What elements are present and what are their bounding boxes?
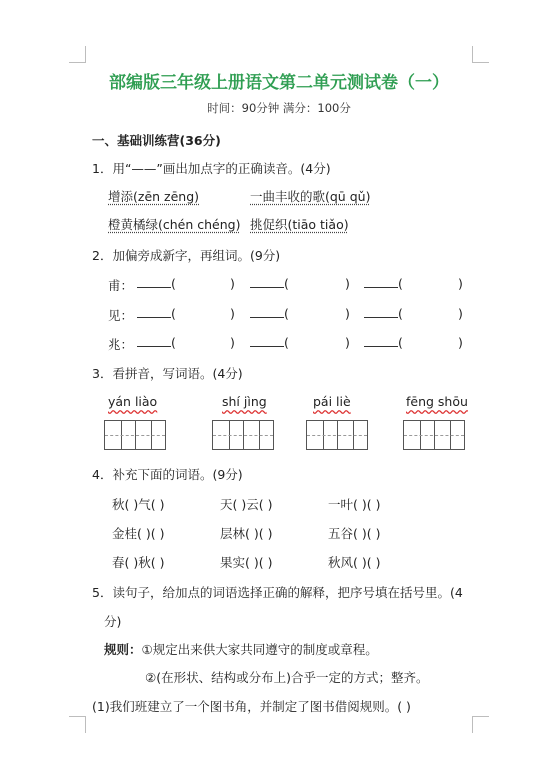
idiom-blank: 天( )云( ) [220, 497, 273, 512]
pinyin-label: yán liào [108, 394, 158, 409]
paren-close: ) [230, 335, 235, 350]
idiom-blank: 五谷( )( ) [328, 526, 381, 541]
crop-mark-bottom-left [69, 716, 86, 733]
answer-group: ( [137, 276, 176, 291]
question-1-item-4: 挑促织(tiāo tiǎo) [250, 217, 349, 232]
pinyin-label: shí jìng [222, 394, 267, 409]
paren-close: ) [230, 306, 235, 321]
answer-group: ( [137, 306, 176, 321]
row-label: 甫： [108, 278, 134, 293]
idiom-blank: 一叶( )( ) [328, 497, 381, 512]
question-2-row [108, 306, 133, 324]
answer-blank[interactable] [137, 306, 171, 318]
question-4-stem: 4．补充下面的词语。(9分) [92, 467, 243, 482]
paren-close: ) [345, 335, 350, 350]
paren-close: ) [458, 276, 463, 291]
idiom-blank: 秋风( )( ) [328, 555, 381, 570]
question-2-row [108, 335, 133, 353]
answer-group: ( [364, 306, 403, 321]
answer-blank[interactable] [250, 335, 284, 347]
question-5-stem-cont: 分) [104, 614, 122, 629]
writing-grid[interactable] [104, 420, 166, 450]
writing-grid[interactable] [306, 420, 368, 450]
paren-close: ) [458, 306, 463, 321]
question-5-stem: 5．读句子，给加点的词语选择正确的解释，把序号填在括号里。(4 [92, 585, 463, 600]
question-3-stem: 3．看拼音，写词语。(4分) [92, 366, 243, 381]
answer-blank[interactable] [137, 276, 171, 288]
idiom-blank: 秋( )气( ) [112, 497, 165, 512]
answer-blank[interactable] [364, 335, 398, 347]
answer-group: ( [364, 335, 403, 350]
answer-blank[interactable] [364, 276, 398, 288]
crop-mark-bottom-right [472, 716, 489, 733]
idiom-blank: 金桂( )( ) [112, 526, 165, 541]
answer-group: ( [250, 306, 289, 321]
paren-close: ) [458, 335, 463, 350]
question-5-sentence-1: (1)我们班建立了一个图书角，并制定了图书借阅规则。( ) [92, 699, 411, 714]
question-1-item-3: 橙黄橘绿(chén chéng) [108, 217, 241, 232]
pinyin-label: fēng shōu [406, 394, 468, 409]
paren-close: ) [345, 276, 350, 291]
question-2-stem: 2．加偏旁成新字，再组词。(9分) [92, 248, 281, 263]
answer-blank[interactable] [250, 306, 284, 318]
idiom-blank: 春( )秋( ) [112, 555, 165, 570]
writing-grid[interactable] [403, 420, 465, 450]
rule-definition-1: 规则：①规定出来供大家共同遵守的制度或章程。 [104, 642, 378, 657]
paren-close: ) [230, 276, 235, 291]
idiom-blank: 层林( )( ) [220, 526, 273, 541]
crop-mark-top-right [472, 46, 489, 63]
page-title: 部编版三年级上册语文第二单元测试卷（一） [109, 73, 449, 93]
idiom-blank: 果实( )( ) [220, 555, 273, 570]
answer-group: ( [137, 335, 176, 350]
answer-group: ( [250, 276, 289, 291]
question-1-item-2: 一曲丰收的歌(qū qǔ) [250, 189, 371, 204]
question-1-stem: 1．用“——”画出加点字的正确读音。(4分) [92, 161, 331, 176]
answer-group: ( [250, 335, 289, 350]
answer-blank[interactable] [137, 335, 171, 347]
pinyin-label: pái liè [313, 394, 351, 409]
writing-grid[interactable] [212, 420, 274, 450]
question-1-item-1: 增添(zēn zēng) [108, 189, 200, 204]
rule-definition-2: ②(在形状、结构或分布上)合乎一定的方式；整齐。 [145, 670, 429, 685]
section-heading: 一、基础训练营(36分) [92, 133, 221, 148]
row-label: 兆： [108, 337, 134, 352]
exam-time-score: 时间：90分钟 满分：100分 [207, 101, 351, 115]
answer-group: ( [364, 276, 403, 291]
paren-close: ) [345, 306, 350, 321]
question-2-row [108, 276, 133, 294]
crop-mark-top-left [69, 46, 86, 63]
answer-blank[interactable] [250, 276, 284, 288]
row-label: 见： [108, 308, 134, 323]
answer-blank[interactable] [364, 306, 398, 318]
